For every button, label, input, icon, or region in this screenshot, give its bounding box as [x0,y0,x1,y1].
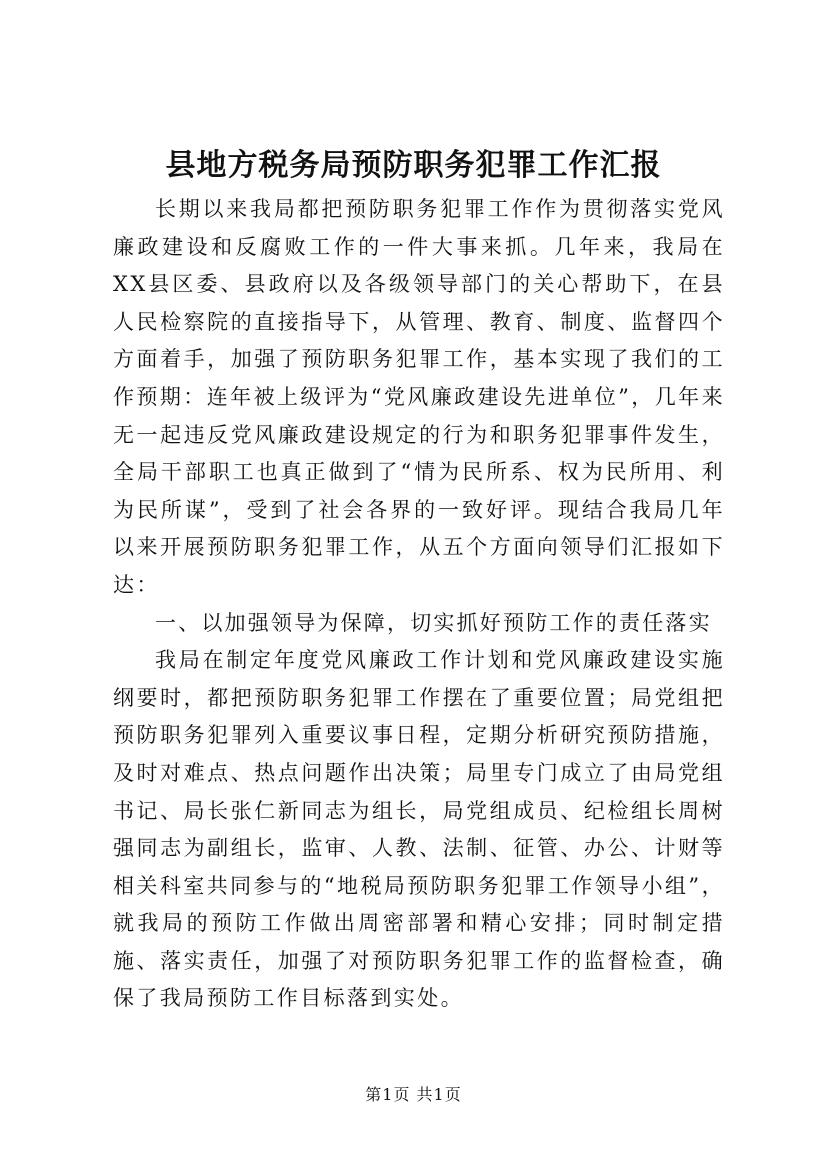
document-title: 县地方税务局预防职务犯罪工作汇报 [165,148,662,183]
paragraph-section-1: 我局在制定年度党风廉政工作计划和党风廉政建设实施纲要时，都把预防职务犯罪工作摆在了重要位置；局党组把预防职务犯罪列入重要议事日程，定期分析研究预防措施，及时对难点、热点问题作出决策；局里专门成立了由局党组书记、局长张仁新同志为组长，局党组成员、纪检组长周树强同志为副组长，监审、人教、法制、征管、办公、计财等相关科室共同参与的“地税局预防职务犯罪工作领导小组”，就我局的预防工作做出周密部署和精心安排；同时制定措施、落实责任，加强了对预防职务犯罪工作的监督检查，确保了我局预防工作目标落到实处。 [113,648,725,1011]
page-footer: 第1页 共1页 [365,1085,462,1104]
document-body [113,191,725,1018]
section-heading-1: 一、以加强领导为保障，切实抓好预防工作的责任落实 [155,610,712,635]
paragraph-intro: 长期以来我局都把预防职务犯罪工作作为贯彻落实党风廉政建设和反腐败工作的一件大事来抓。几年来，我局在XX县区委、县政府以及各级领导部门的关心帮助下，在县人民检察院的直接指导下，从管理、教育、制度、监督四个方面着手，加强了预防职务犯罪工作，基本实现了我们的工作预期：连年被上级评为“党风廉政建设先进单位”，几年来无一起违反党风廉政建设规定的行为和职务犯罪事件发生，全局干部职工也真正做到了“情为民所系、权为民所用、利为民所谋”，受到了社会各界的一致好评。现结合我局几年以来开展预防职务犯罪工作，从五个方面向领导们汇报如下达： [113,197,725,597]
